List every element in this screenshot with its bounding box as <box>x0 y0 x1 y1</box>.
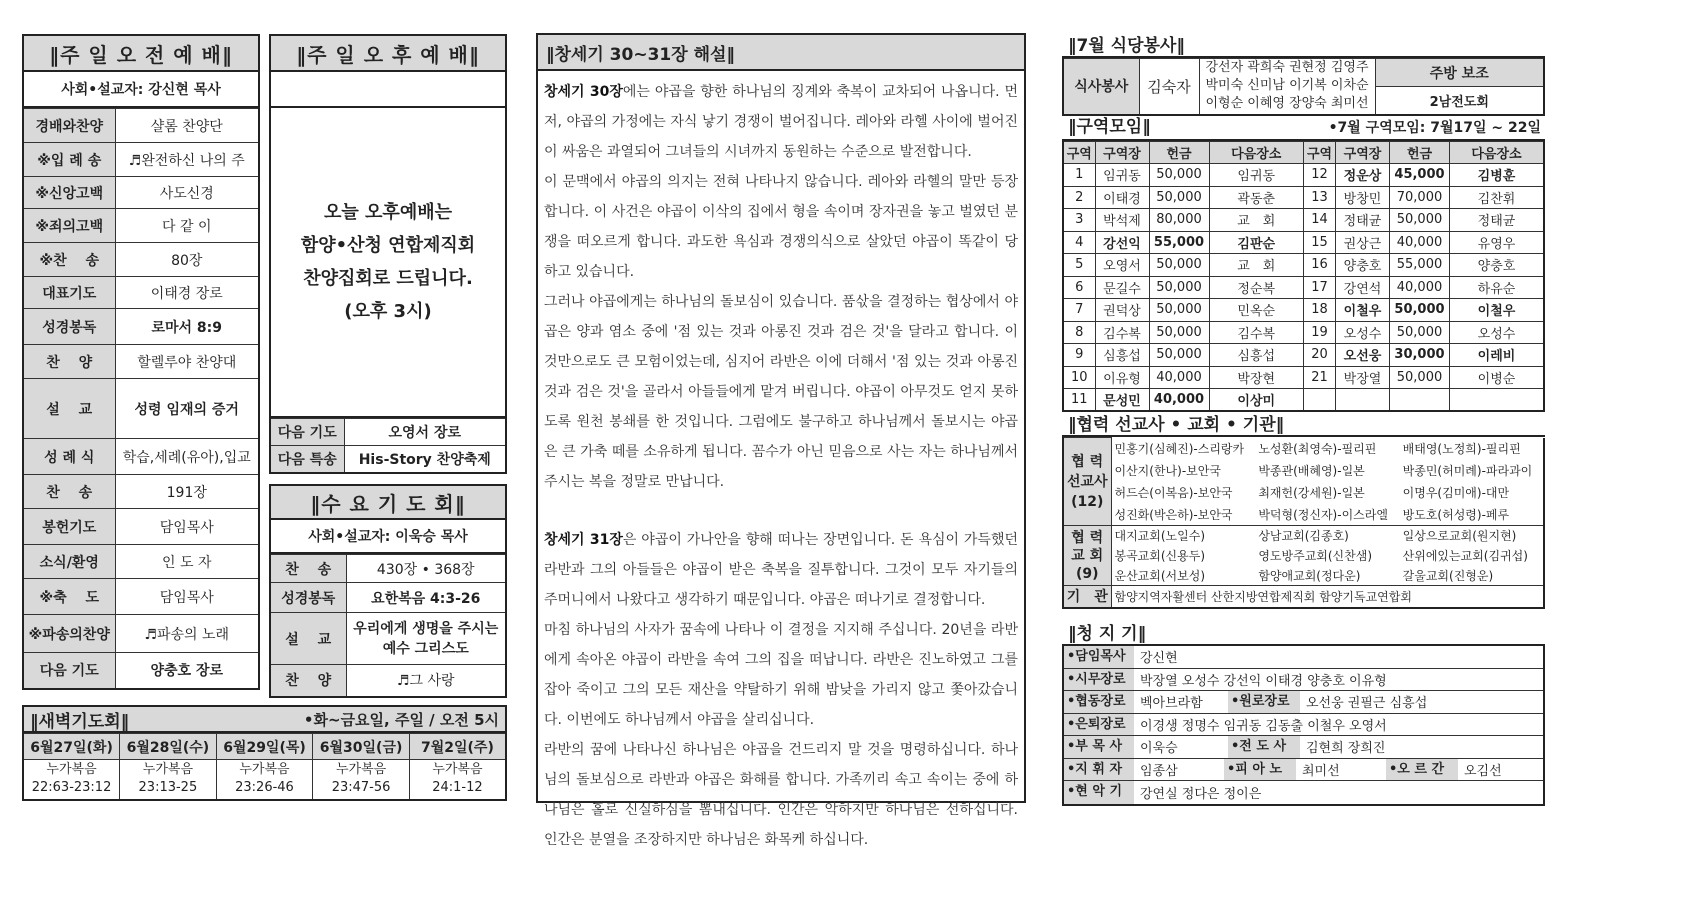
am-row-label: 설 교 <box>23 379 115 439</box>
dawn-verse: 23:13-25 <box>138 780 198 796</box>
district-header: 헌금 <box>1149 142 1209 164</box>
staff-role: •시무장로 <box>1064 669 1134 691</box>
commentary-paragraph <box>544 525 1018 615</box>
dawn-title: ‖새벽기도회‖ <box>30 711 130 732</box>
cafeteria-title: ‖7월 식당봉사‖ <box>1062 33 1545 58</box>
am-row-label: 대표기도 <box>23 277 115 309</box>
district-cell: 이철우 <box>1450 299 1545 322</box>
paragraph-text: 에는 야곱을 향한 하나님의 징계와 축복이 교차되어 나옵니다. 먼저, 야곱의 가정에는 자식 낳기 경쟁이 벌어집니다. 레아와 라헬 사이에 벌어진 이 싸움은 과열되어 그녀들의 시녀까지 동원하는 수준으로 발전합니다. <box>544 84 1018 160</box>
district-cell: 양충호 <box>1336 254 1390 277</box>
am-row-value: ♬완전하신 나의 주 <box>115 143 259 177</box>
am-row-value: 담임목사 <box>115 509 259 545</box>
missionary: 이산지(한나)-보안국 <box>1114 464 1221 478</box>
district-cell: 이철우 <box>1336 299 1390 322</box>
paragraph-text: 은 야곱이 가나안을 향해 떠나는 장면입니다. 돈 욕심이 가득했던 라반과 그의 아들들은 야곱이 받은 축복을 질투합니다. 그것이 모두 자기들의 주머니에서 나왔다고 생각하기 때문입니다. 야곱은 떠나기로 결정합니다. <box>544 532 1018 608</box>
district-cell: 16 <box>1304 254 1336 277</box>
sunday-pm-next <box>269 418 507 474</box>
next-special-value: His-Story 찬양축제 <box>344 446 506 473</box>
district-cell: 정태균 <box>1450 209 1545 232</box>
sunday-am-order <box>22 108 260 690</box>
staff-names: 이경생 정명수 임귀동 김동출 이철우 오영서 <box>1140 718 1387 734</box>
mission-label-line: 선교사 <box>1066 473 1108 490</box>
districts-table <box>1062 141 1545 412</box>
staff-role: •원로장로 <box>1228 691 1300 713</box>
district-cell: 교 회 <box>1209 254 1304 277</box>
district-cell: 민옥순 <box>1209 299 1304 322</box>
district-cell: 박장현 <box>1209 366 1304 389</box>
district-cell: 50,000 <box>1390 366 1450 389</box>
district-cell: 교 회 <box>1209 209 1304 232</box>
district-cell: 김병훈 <box>1450 164 1545 187</box>
district-empty <box>1390 389 1450 412</box>
district-cell: 80,000 <box>1149 209 1209 232</box>
cafeteria-label: 식사봉사 <box>1063 59 1139 115</box>
district-cell: 임귀동 <box>1209 164 1304 187</box>
dawn-book: 누가복음 <box>239 762 290 778</box>
staff-names: 이욱승 <box>1140 741 1178 757</box>
staff-role: •은퇴장로 <box>1064 714 1134 736</box>
am-row-value: 담임목사 <box>115 579 259 615</box>
church-label <box>1063 526 1111 586</box>
district-cell: 유영우 <box>1450 231 1545 254</box>
next-prayer-value: 오영서 장로 <box>344 419 506 446</box>
district-cell: 오선웅 <box>1336 344 1390 367</box>
dawn-book: 누가복음 <box>142 762 193 778</box>
org-list: 함양지역자활센터 산한지방연합제직회 함양기독교연합회 <box>1111 586 1544 608</box>
dawn-reading <box>216 760 313 800</box>
am-row-label: 찬 양 <box>23 345 115 379</box>
district-cell: 50,000 <box>1149 299 1209 322</box>
wed-row-label: 찬 송 <box>270 555 346 583</box>
district-cell: 방창민 <box>1336 186 1390 209</box>
notice-line: 오늘 오후예배는 <box>324 202 452 223</box>
district-cell: 55,000 <box>1390 254 1450 277</box>
missionary: 배태영(노정희)-필리핀 <box>1402 442 1521 456</box>
commentary-paragraph <box>544 615 1018 735</box>
staff-role: •지 휘 자 <box>1064 759 1134 781</box>
dawn-time: •화~금요일, 주일 / 오전 5시 <box>303 710 499 729</box>
district-header: 헌금 <box>1390 142 1450 164</box>
chapter-lead: 창세기 30장 <box>544 84 623 100</box>
cafeteria-lead: 김숙자 <box>1139 59 1199 115</box>
district-cell: 김판순 <box>1209 231 1304 254</box>
missionary: 노성환(최영숙)-필리핀 <box>1258 442 1377 456</box>
district-cell: 양충호 <box>1450 254 1545 277</box>
am-row-label: 봉헌기도 <box>23 509 115 545</box>
staff-role: •오 르 간 <box>1386 759 1458 781</box>
district-header: 구역장 <box>1336 142 1390 164</box>
am-row-label: ※축 도 <box>23 579 115 615</box>
am-row-label: 성 례 식 <box>23 439 115 475</box>
district-header: 다음장소 <box>1450 142 1545 164</box>
districts-meeting: •7월 구역모임: 7월17일 ~ 22일 <box>1328 120 1541 136</box>
staff-row <box>1064 691 1543 714</box>
staff-names: 강신현 <box>1140 651 1178 667</box>
partners-panel <box>1062 413 1545 609</box>
district-cell: 13 <box>1304 186 1336 209</box>
district-cell: 50,000 <box>1149 164 1209 187</box>
am-row-label: ※신앙고백 <box>23 177 115 209</box>
district-cell: 50,000 <box>1390 209 1450 232</box>
mission-label <box>1063 438 1111 526</box>
dawn-reading <box>409 760 506 800</box>
member-line: 강선자 곽희숙 권현정 김영주 <box>1205 60 1369 76</box>
district-cell: 30,000 <box>1390 344 1450 367</box>
wednesday-panel <box>269 484 507 698</box>
district-cell: 12 <box>1304 164 1336 187</box>
cafeteria-table <box>1062 58 1545 116</box>
wednesday-order <box>269 554 507 698</box>
district-cell: 김수복 <box>1209 321 1304 344</box>
district-empty <box>1304 389 1336 412</box>
district-cell: 40,000 <box>1390 231 1450 254</box>
district-cell: 40,000 <box>1149 366 1209 389</box>
am-row-value: 샬롬 찬양단 <box>115 109 259 143</box>
district-cell: 오성수 <box>1450 321 1545 344</box>
district-cell: 55,000 <box>1149 231 1209 254</box>
notice-line: 찬양집회로 드립니다. <box>303 268 473 289</box>
district-empty <box>1336 389 1390 412</box>
am-row-value: 할렐루야 찬양대 <box>115 345 259 379</box>
district-cell: 정태균 <box>1336 209 1390 232</box>
paragraph-text: 라반의 꿈에 나타나신 하나님은 야곱을 건드리지 말 것을 명령하십니다. 하나님의 돌보심으로 라반과 야곱은 화해를 합니다. 가족끼리 속고 속이는 중에 하나님은 홀로 신실하심을 뽐내십니다. 인간은 악하지만 하나님은 선하십니다. 인간은 분열을 조장하지만 하나님은 화목케 하십니다. <box>544 742 1018 848</box>
staff-names: 오선웅 권필근 심흥섭 <box>1306 696 1428 712</box>
staff-title: ‖청 지 기‖ <box>1062 624 1545 646</box>
district-cell: 50,000 <box>1149 344 1209 367</box>
am-row-value: 사도신경 <box>115 177 259 209</box>
partners-title: ‖협력 선교사 • 교회 • 기관‖ <box>1062 413 1545 437</box>
dawn-reading <box>120 760 217 800</box>
district-cell: 이레비 <box>1450 344 1545 367</box>
district-cell: 박장열 <box>1336 366 1390 389</box>
district-cell: 권덕상 <box>1095 299 1149 322</box>
church-label-line: (9) <box>1075 565 1099 582</box>
district-cell: 6 <box>1063 276 1095 299</box>
missionary: 이명우(김미애)-대만 <box>1402 486 1510 500</box>
district-cell: 김수복 <box>1095 321 1149 344</box>
district-cell: 40,000 <box>1390 276 1450 299</box>
partner-church: 갈울교회(진형운) <box>1402 568 1494 583</box>
missionary: 민홍기(심혜진)-스리랑카 <box>1114 442 1245 456</box>
am-row-label: 찬 송 <box>23 475 115 509</box>
am-row-value: 191장 <box>115 475 259 509</box>
notice-line: 함양•산청 연합제직회 <box>300 235 476 256</box>
sunday-pm-notice <box>269 108 507 418</box>
am-row-label: 경배와찬양 <box>23 109 115 143</box>
staff-role: •협동장로 <box>1064 691 1134 713</box>
church-label-line: 협 력 <box>1071 529 1104 546</box>
district-cell: 45,000 <box>1390 164 1450 187</box>
district-cell: 1 <box>1063 164 1095 187</box>
am-row-value: 로마서 8:9 <box>115 309 259 345</box>
am-row-value: 이태경 장로 <box>115 277 259 309</box>
districts-title: ‖구역모임‖ <box>1068 117 1151 137</box>
paragraph-text: 마침 하나님의 사자가 꿈속에 나타나 이 결정을 지지해 주십니다. 20년을 라반에게 속아온 야곱이 라반을 속여 그의 집을 떠납니다. 라반은 진노하였고 그를 잡아 죽이고 그의 모든 재산을 약탈하기 위해 밤낮을 가리지 않고 쫓아갔습니다. 이번에도 하나님께서 야곱을 살리십니다. <box>544 622 1018 728</box>
district-cell: 40,000 <box>1149 389 1209 412</box>
commentary-paragraph <box>544 287 1018 497</box>
commentary-panel <box>536 33 1026 848</box>
district-cell: 14 <box>1304 209 1336 232</box>
district-cell: 강선익 <box>1095 231 1149 254</box>
sunday-pm-title: ‖주 일 오 후 예 배‖ <box>269 34 507 72</box>
staff-row <box>1064 781 1543 804</box>
district-cell: 10 <box>1063 366 1095 389</box>
missionary: 박덕형(정신자)-이스라엘 <box>1258 507 1388 522</box>
am-row-value: ♬파송의 노래 <box>115 615 259 653</box>
staff-names: 벡아브라함 <box>1140 696 1203 712</box>
district-cell: 3 <box>1063 209 1095 232</box>
districts-header <box>1062 117 1545 141</box>
district-cell: 11 <box>1063 389 1095 412</box>
member-line: 박미숙 신미남 이기복 이차순 <box>1205 78 1369 94</box>
district-cell: 이태경 <box>1095 186 1149 209</box>
am-row-label: ※죄의고백 <box>23 209 115 243</box>
district-cell: 이유형 <box>1095 366 1149 389</box>
missionary: 성진화(박은하)-보안국 <box>1114 507 1233 522</box>
district-cell: 정운상 <box>1336 164 1390 187</box>
sunday-pm-blank <box>269 72 507 108</box>
kitchen-value: 2남전도회 <box>1375 87 1544 115</box>
wednesday-title: ‖수 요 기 도 회‖ <box>269 484 507 520</box>
next-special-label: 다음 특송 <box>270 446 344 473</box>
district-cell: 9 <box>1063 344 1095 367</box>
staff-names: 오김선 <box>1464 763 1502 779</box>
staff-row <box>1064 714 1543 737</box>
district-cell: 4 <box>1063 231 1095 254</box>
district-cell: 심흥섭 <box>1209 344 1304 367</box>
mission-label-line: (12) <box>1071 493 1104 510</box>
staff-role: •담임목사 <box>1064 646 1134 668</box>
district-cell: 문길수 <box>1095 276 1149 299</box>
sunday-am-title: ‖주 일 오 전 예 배‖ <box>22 34 260 72</box>
district-cell: 이병순 <box>1450 366 1545 389</box>
partners-table <box>1062 437 1545 609</box>
district-cell: 18 <box>1304 299 1336 322</box>
dawn-verse: 22:63-23:12 <box>31 780 112 796</box>
staff-names: 최미선 <box>1302 763 1340 779</box>
districts-panel <box>1062 117 1545 412</box>
missionary: 허드슨(이복음)-보안국 <box>1114 486 1233 500</box>
staff-list <box>1062 646 1545 806</box>
dawn-verse: 24:1-12 <box>432 780 483 796</box>
partner-church: 봉곡교회(신용두) <box>1114 549 1206 563</box>
district-cell: 하유순 <box>1450 276 1545 299</box>
dawn-panel <box>22 705 507 801</box>
paragraph-text: 이 문맥에서 야곱의 의지는 전혀 나타나지 않습니다. 레아와 라헬의 말만 등장합니다. 이 사건은 야곱이 이삭의 집에서 형을 속이며 장자권을 놓고 벌였던 분쟁을 떠오르게 합니다. 과도한 욕심과 경쟁의식으로 살았던 야곱이 똑같이 당하고 있습니다. <box>544 174 1018 280</box>
district-cell: 김찬휘 <box>1450 186 1545 209</box>
staff-names: 박장열 오성수 강선익 이태경 양충호 이유형 <box>1140 673 1387 689</box>
district-header: 구역 <box>1304 142 1336 164</box>
district-cell: 7 <box>1063 299 1095 322</box>
dawn-date: 6월29일(목) <box>216 734 313 760</box>
dawn-verse: 23:47-56 <box>331 780 391 796</box>
staff-role: •현 악 기 <box>1064 781 1134 804</box>
partner-church: 대지교회(노일수) <box>1111 526 1255 546</box>
missionary: 방도호(허성령)-페루 <box>1402 507 1510 522</box>
am-row-label: 소식/환영 <box>23 545 115 579</box>
district-cell: 문성민 <box>1095 389 1149 412</box>
dawn-verse: 23:26-46 <box>235 780 294 796</box>
staff-role: •전 도 사 <box>1228 736 1300 758</box>
notice-line: (오후 3시) <box>344 301 432 322</box>
district-cell: 곽동춘 <box>1209 186 1304 209</box>
district-cell: 오성수 <box>1336 321 1390 344</box>
wed-row-value: ♬그 사랑 <box>346 665 506 697</box>
am-row-value: 인 도 자 <box>115 545 259 579</box>
am-row-label: ※입 례 송 <box>23 143 115 177</box>
staff-names: 김현희 장희진 <box>1306 741 1386 757</box>
district-header: 다음장소 <box>1209 142 1304 164</box>
district-cell: 19 <box>1304 321 1336 344</box>
district-cell: 15 <box>1304 231 1336 254</box>
district-cell: 권상근 <box>1336 231 1390 254</box>
sunday-am-leader: 사회•설교자: 강신현 목사 <box>22 72 260 108</box>
district-cell: 21 <box>1304 366 1336 389</box>
am-row-label: ※파송의찬양 <box>23 615 115 653</box>
staff-names: 임종삼 <box>1140 763 1178 779</box>
district-cell: 50,000 <box>1390 299 1450 322</box>
district-cell: 20 <box>1304 344 1336 367</box>
dawn-book: 누가복음 <box>335 762 387 778</box>
am-row-value: 80장 <box>115 243 259 277</box>
partner-church: 운산교회(서보성) <box>1114 568 1206 583</box>
district-cell: 이상미 <box>1209 389 1304 412</box>
am-row-label: ※찬 송 <box>23 243 115 277</box>
district-cell: 5 <box>1063 254 1095 277</box>
am-row-value: 학습,세례(유아),입교 <box>115 439 259 475</box>
org-label: 기 관 <box>1063 586 1111 608</box>
dawn-book: 누가복음 <box>432 762 483 778</box>
staff-row <box>1064 646 1543 669</box>
dawn-date: 6월28일(수) <box>120 734 217 760</box>
dawn-table <box>22 733 507 801</box>
am-row-value: 다 같 이 <box>115 209 259 243</box>
district-cell: 8 <box>1063 321 1095 344</box>
staff-row <box>1064 759 1543 782</box>
am-row-label: 다음 기도 <box>23 653 115 689</box>
para-gap <box>544 497 1018 525</box>
district-cell: 50,000 <box>1390 321 1450 344</box>
am-row-value: 양충호 장로 <box>115 653 259 689</box>
partner-church: 산위에있는교회(김귀섭) <box>1402 549 1528 563</box>
partner-church: 일상으로교회(원지현) <box>1400 526 1544 546</box>
missionary: 최재헌(강세원)-일본 <box>1258 486 1365 500</box>
member-line: 이형순 이혜영 장양숙 최미선 <box>1205 96 1369 112</box>
dawn-book: 누가복음 <box>46 762 97 778</box>
partner-church: 상남교회(김종호) <box>1255 526 1399 546</box>
commentary-paragraph <box>544 735 1018 855</box>
district-cell: 박석제 <box>1095 209 1149 232</box>
am-row-value: 성령 임재의 증거 <box>115 379 259 439</box>
wed-row-value: 요한복음 4:3-26 <box>346 583 506 613</box>
district-empty <box>1450 389 1545 412</box>
kitchen-label: 주방 보조 <box>1375 59 1544 87</box>
next-prayer-label: 다음 기도 <box>270 419 344 446</box>
staff-row <box>1064 736 1543 759</box>
partner-church: 함양애교회(정다운) <box>1258 568 1361 583</box>
district-cell: 강연석 <box>1336 276 1390 299</box>
chapter-lead: 창세기 31장 <box>544 532 623 548</box>
commentary-paragraph <box>544 77 1018 167</box>
district-cell: 심흥섭 <box>1095 344 1149 367</box>
staff-panel <box>1062 624 1545 806</box>
commentary-body <box>536 71 1026 848</box>
sunday-am-panel <box>22 34 260 690</box>
district-cell: 50,000 <box>1149 321 1209 344</box>
missionary: 박종민(허미례)-파라과이 <box>1402 464 1533 478</box>
district-cell: 임귀동 <box>1095 164 1149 187</box>
district-cell: 2 <box>1063 186 1095 209</box>
wed-row-label: 성경봉독 <box>270 583 346 613</box>
dawn-date: 6월27일(화) <box>23 734 120 760</box>
wed-row-label: 설 교 <box>270 613 346 665</box>
district-cell: 17 <box>1304 276 1336 299</box>
dawn-reading <box>23 760 120 800</box>
am-row-label: 성경봉독 <box>23 309 115 345</box>
wednesday-leader: 사회•설교자: 이욱승 목사 <box>269 520 507 554</box>
wed-row-value: 우리에게 생명을 주시는 예수 그리스도 <box>346 613 506 665</box>
mission-label-line: 협 력 <box>1071 453 1104 470</box>
district-cell: 정순복 <box>1209 276 1304 299</box>
wed-row-value: 430장 • 368장 <box>346 555 506 583</box>
staff-row <box>1064 669 1543 692</box>
district-header: 구역장 <box>1095 142 1149 164</box>
district-cell: 70,000 <box>1390 186 1450 209</box>
dawn-date: 7월2일(주) <box>409 734 506 760</box>
wed-row-label: 찬 양 <box>270 665 346 697</box>
dawn-date: 6월30일(금) <box>313 734 410 760</box>
district-header: 구역 <box>1063 142 1095 164</box>
district-cell: 50,000 <box>1149 186 1209 209</box>
district-cell: 50,000 <box>1149 254 1209 277</box>
cafeteria-panel <box>1062 33 1545 116</box>
dawn-reading <box>313 760 410 800</box>
cafeteria-members <box>1199 59 1375 115</box>
district-cell: 오영서 <box>1095 254 1149 277</box>
staff-role: •피 아 노 <box>1224 759 1296 781</box>
commentary-paragraph <box>544 167 1018 287</box>
paragraph-text: 그러나 야곱에게는 하나님의 돌보심이 있습니다. 품삯을 결정하는 협상에서 야곱은 양과 염소 중에 '점 있는 것과 아롱진 것과 검은 것'을 달라고 합니다. 이것만으로도 큰 모험이었는데, 심지어 라반은 이에 더해서 '점 있는 것과 아롱진 것과 검은 것'을 골라서 아들들에게 맡겨 버립니다. 야곱이 아무것도 얻지 못하도록 원천 봉쇄를 한 것입니다. 그럼에도 불구하고 하나님께서 돌보시는 야곱은 큰 가축 떼를 소유하게 됩니다. 꼼수가 아닌 믿음으로 사는 자는 하나님께서 주시는 복을 정말로 만납니다. <box>544 294 1018 490</box>
partner-church: 영도방주교회(신찬샘) <box>1258 549 1373 563</box>
missionary: 박종관(배혜영)-일본 <box>1258 464 1365 478</box>
dawn-header <box>22 705 507 733</box>
staff-role: •부 목 사 <box>1064 736 1134 758</box>
district-cell: 50,000 <box>1149 276 1209 299</box>
church-label-line: 교 회 <box>1071 547 1104 564</box>
staff-names: 강연실 정다은 정이은 <box>1140 786 1262 802</box>
sunday-pm-panel <box>269 34 507 474</box>
commentary-title: ‖창세기 30~31장 해설‖ <box>536 33 1026 71</box>
